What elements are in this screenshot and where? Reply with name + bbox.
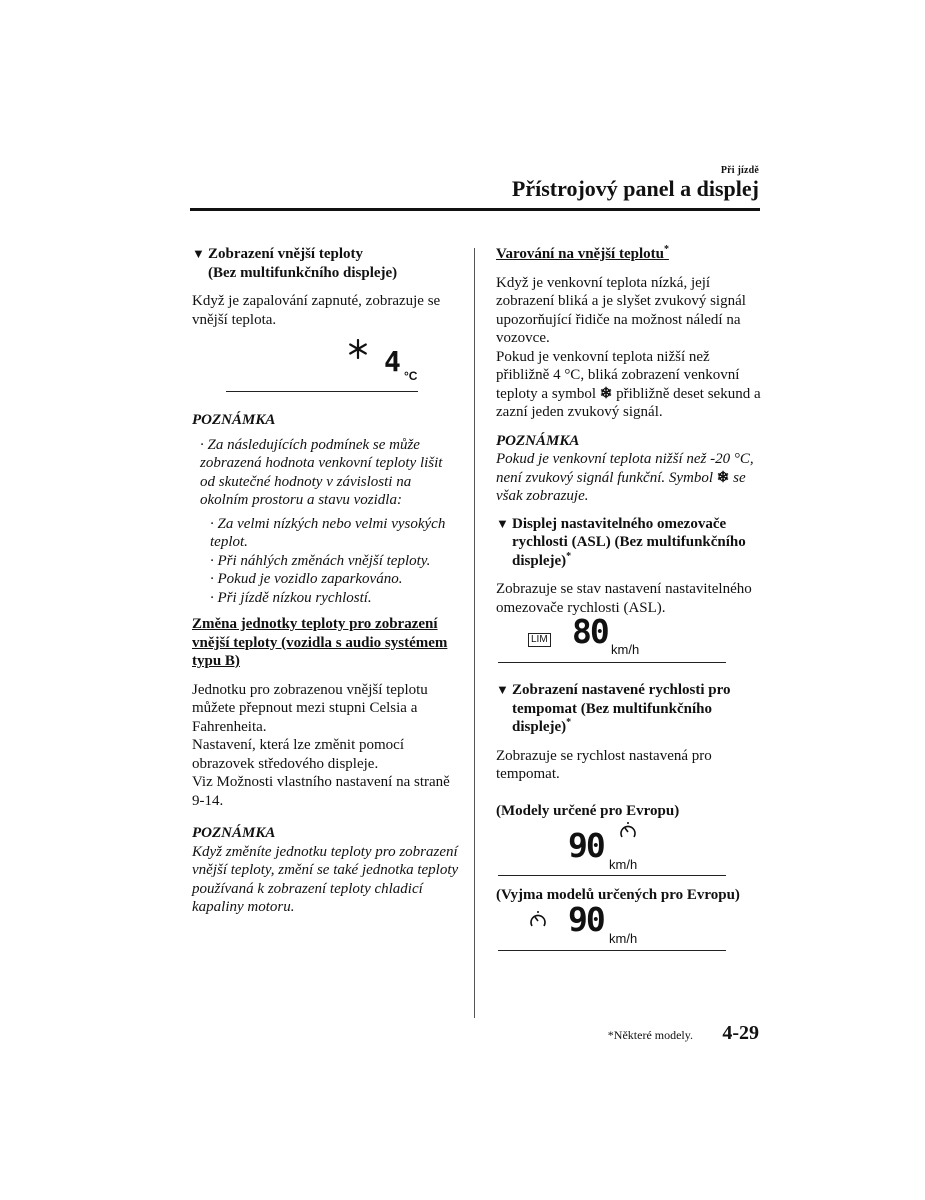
- note-title: POZNÁMKA: [496, 432, 580, 449]
- note-text: Pokud je venkovní teplota nižší než -20 °C, není zvukový signál funkční. Symbol ❄ se však zobrazuje.: [496, 451, 754, 504]
- footnote: *Některé modely.: [607, 1028, 693, 1042]
- paragraph: Zobrazuje se rychlost nastavená pro tempomat.: [496, 747, 712, 782]
- list-item: · Při jízdě nízkou rychlostí.: [210, 589, 372, 606]
- cruise-speed-unit: km/h: [609, 857, 638, 872]
- outside-temp-display: [226, 339, 456, 397]
- note-item: · Za následujících podmínek se může zobrazená hodnota venkovní teploty lišit od skutečné hodnoty v závislosti na okolním prostoru a stavu vozidla:: [200, 436, 443, 508]
- lim-badge: LIM: [528, 633, 551, 647]
- note-list: [192, 436, 460, 510]
- cruise-display-europe: [496, 820, 726, 878]
- non-europe-models-label: (Vyjma modelů určených pro Evropu): [496, 887, 740, 903]
- column-divider: [474, 248, 475, 1018]
- cruise-speed-value: 90: [568, 899, 604, 939]
- temp-warning-heading: Varování na vnější teplotu*: [496, 244, 669, 262]
- section-label: Při jízdě: [720, 165, 759, 176]
- snowflake-icon: [348, 339, 368, 359]
- asl-display: [496, 612, 726, 677]
- cruise-speed-value: 90: [568, 826, 604, 865]
- paragraph: Nastavení, která lze změnit pomocí obrazovek středového displeje.: [192, 737, 404, 772]
- paragraph: Když je venkovní teplota nízká, její zobrazení bliká a je slyšet zvukový signál upozorňující řidiče na možnost náledí na vozovce.: [496, 274, 746, 346]
- temperature-value: 4: [384, 345, 399, 378]
- cruise-speedometer-icon: [528, 911, 548, 929]
- condition-list: [192, 515, 460, 608]
- cruise-heading: ▼ Zobrazení nastavené rychlosti pro tempomat (Bez multifunkčního displeje)*: [496, 682, 731, 735]
- page-title: Přístrojový panel a displej: [511, 176, 759, 201]
- temperature-unit: °C: [404, 369, 418, 383]
- asl-heading: ▼ Displej nastavitelného omezovače rychlosti (ASL) (Bez multifunkčního displeje)*: [496, 515, 746, 569]
- note-title: POZNÁMKA: [192, 412, 276, 428]
- paragraph: Zobrazuje se stav nastavení nastavitelného omezovače rychlosti (ASL).: [496, 581, 752, 616]
- europe-models-label: (Modely určené pro Evropu): [496, 802, 680, 819]
- asl-speed-value: 80: [572, 612, 608, 651]
- cruise-speed-unit: km/h: [609, 930, 638, 946]
- paragraph: Viz Možnosti vlastního nastavení na straně 9-14.: [192, 774, 450, 809]
- snowflake-icon: ❄: [599, 385, 613, 402]
- note-title: POZNÁMKA: [192, 825, 276, 841]
- page-number: 4-29: [722, 1022, 759, 1044]
- paragraph: Jednotku pro zobrazenou vnější teplotu můžete přepnout mezi stupni Celsia a Fahrenheita.: [192, 681, 428, 735]
- outside-temp-heading: ▼ Zobrazení vnější teploty (Bez multifunkčního displeje): [192, 246, 398, 281]
- list-item: · Pokud je vozidlo zaparkováno.: [210, 571, 403, 587]
- triangle-marker-icon: ▼: [192, 246, 205, 261]
- header-divider: [190, 208, 760, 211]
- triangle-marker-icon: ▼: [496, 515, 509, 531]
- paragraph: Pokud je venkovní teplota nižší než přibližně 4 °C, bliká zobrazení venkovní teploty a symbol ❄ přibližně deset sekund a zazní jeden zvukový signál.: [496, 348, 761, 420]
- outside-temp-intro: Když je zapalování zapnuté, zobrazuje se vnější teplota.: [192, 293, 441, 328]
- cruise-display-other: [496, 899, 726, 955]
- left-column: [192, 245, 460, 917]
- right-column: [496, 245, 764, 955]
- triangle-marker-icon: ▼: [496, 682, 509, 697]
- list-item: · Při náhlých změnách vnější teploty.: [210, 552, 431, 569]
- cruise-speedometer-icon: [618, 822, 638, 840]
- list-item: · Za velmi nízkých nebo velmi vysokých teplot.: [210, 515, 446, 550]
- unit-change-heading: Změna jednotky teploty pro zobrazení vnější teploty (vozidla s audio systémem typu B): [192, 616, 448, 669]
- note-text: Když změníte jednotku teploty pro zobrazení vnější teploty, změní se také jednotka teploty používaná k zobrazení teploty chladicí kapaliny motoru.: [192, 843, 459, 915]
- snowflake-icon: ❄: [716, 469, 730, 486]
- asl-speed-unit: km/h: [611, 642, 640, 657]
